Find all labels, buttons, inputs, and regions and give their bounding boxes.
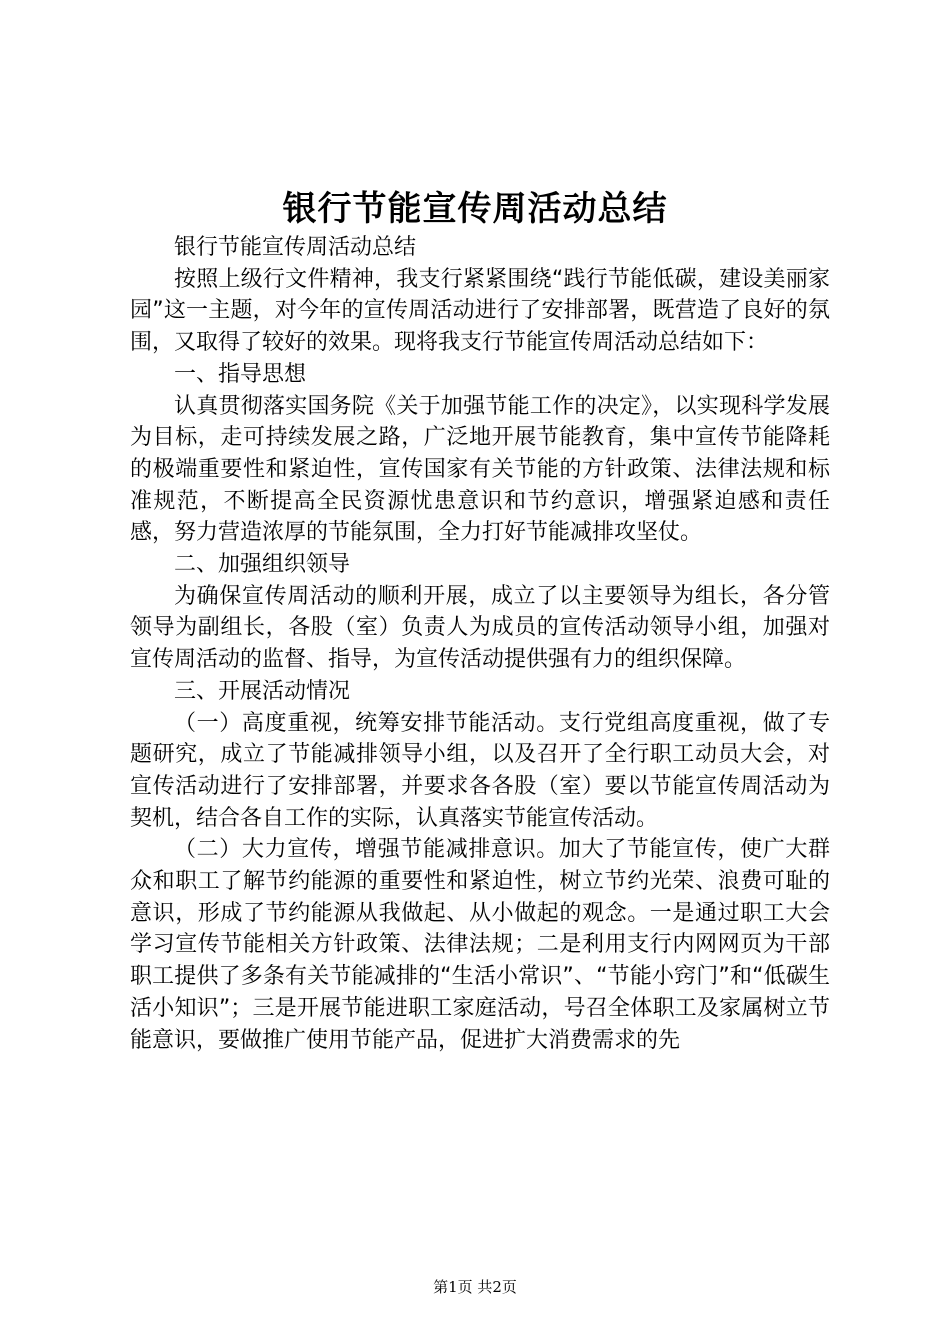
paragraph-subtitle: 银行节能宣传周活动总结 — [174, 235, 417, 260]
page-footer: 第1页 共2页 — [433, 1278, 517, 1296]
heading-guiding-thought: 一、指导思想 — [174, 361, 307, 387]
paragraph-activity-two: （二）大力宣传，增强节能减排意识。加大了节能宣传，使广大群众和职工了解节约能源的重要性和紧迫性，树立节约光荣、浪费可耻的意识，形成了节约能源从我做起、从小做起的观念。一是通过职工大会学习宣传节能相关方针政策、法律法规；二是利用支行内网网页为干部职工提供了多条有关节能减排的“生活小常识”、“节能小窍门”和“低碳生活小知识”；三是开展节能进职工家庭活动，号召全体职工及家属树立节能意识，要做推广使用节能产品，促进扩大消费需求的先 — [130, 837, 830, 1053]
paragraph-organization: 为确保宣传周活动的顺利开展，成立了以主要领导为组长，各分管领导为副组长，各股（室）负责人为成员的宣传活动领导小组，加强对宣传周活动的监督、指导，为宣传活动提供强有力的组织保障。 — [130, 583, 830, 673]
document-body — [130, 232, 830, 1056]
paragraph-activity-one: （一）高度重视，统筹安排节能活动。支行党组高度重视，做了专题研究，成立了节能减排领导小组，以及召开了全行职工动员大会，对宣传活动进行了安排部署，并要求各各股（室）要以节能宣传周活动为契机，结合各自工作的实际，认真落实节能宣传活动。 — [130, 710, 830, 831]
heading-organization: 二、加强组织领导 — [174, 552, 351, 578]
heading-activities: 三、开展活动情况 — [174, 678, 351, 704]
paragraph-guiding-thought: 认真贯彻落实国务院《关于加强节能工作的决定》，以实现科学发展为目标，走可持续发展之路，广泛地开展节能教育，集中宣传节能降耗的极端重要性和紧迫性，宣传国家有关节能的方针政策、法律法规和标准规范，不断提高全民资源忧患意识和节约意识，增强紧迫感和责任感，努力营造浓厚的节能氛围，全力打好节能减排攻坚仗。 — [130, 393, 830, 546]
paragraph-intro: 按照上级行文件精神，我支行紧紧围绕“践行节能低碳，建设美丽家园”这一主题，对今年的宣传周活动进行了安排部署，既营造了良好的氛围，又取得了较好的效果。现将我支行节能宣传周活动总结如下： — [130, 266, 830, 356]
document-title: 银行节能宣传周活动总结 — [282, 189, 668, 229]
